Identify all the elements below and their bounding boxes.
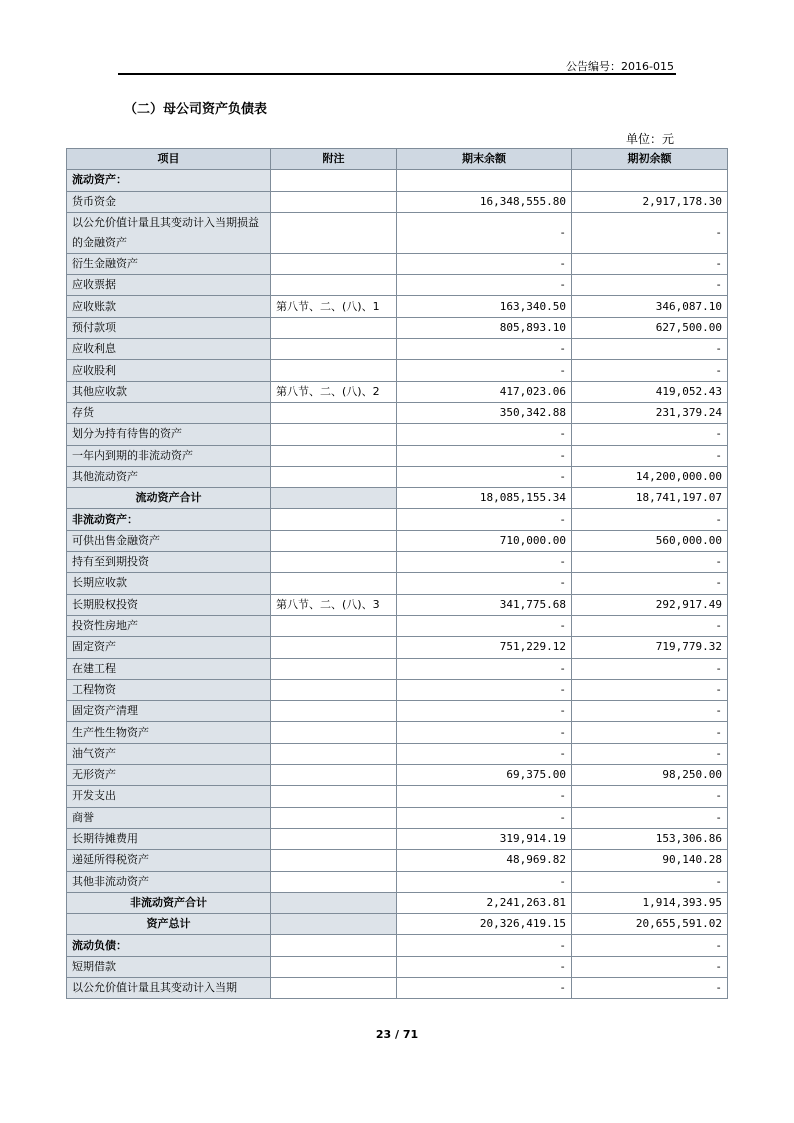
row-begin-balance: - xyxy=(572,722,728,743)
row-begin-balance: - xyxy=(572,807,728,828)
row-begin-balance: - xyxy=(572,658,728,679)
table-row xyxy=(67,488,728,509)
row-item-label: 商誉 xyxy=(67,807,271,828)
table-row xyxy=(67,935,728,956)
section-title: （二）母公司资产负债表 xyxy=(124,102,268,117)
table-row xyxy=(67,679,728,700)
row-note xyxy=(271,488,397,509)
row-item-label: 划分为持有待售的资产 xyxy=(67,424,271,445)
row-begin-balance: - xyxy=(572,743,728,764)
row-begin-balance: 153,306.86 xyxy=(572,828,728,849)
row-end-balance: - xyxy=(397,275,572,296)
row-note xyxy=(271,977,397,998)
row-end-balance: - xyxy=(397,701,572,722)
table-row xyxy=(67,170,728,191)
row-note xyxy=(271,637,397,658)
row-note xyxy=(271,424,397,445)
row-end-balance: - xyxy=(397,871,572,892)
row-end-balance: - xyxy=(397,360,572,381)
row-item-label: 投资性房地产 xyxy=(67,615,271,636)
row-begin-balance: 98,250.00 xyxy=(572,765,728,786)
row-begin-balance xyxy=(572,170,728,191)
table-body xyxy=(67,170,728,999)
page-number: 23 / 71 xyxy=(375,1028,419,1041)
row-item-label: 非流动资产合计 xyxy=(67,892,271,913)
row-item-label: 持有至到期投资 xyxy=(67,552,271,573)
row-end-balance: - xyxy=(397,445,572,466)
row-item-label: 应收股利 xyxy=(67,360,271,381)
row-begin-balance: - xyxy=(572,275,728,296)
table-row xyxy=(67,339,728,360)
row-begin-balance: - xyxy=(572,935,728,956)
table-row xyxy=(67,658,728,679)
table-row xyxy=(67,615,728,636)
row-end-balance: 20,326,419.15 xyxy=(397,914,572,935)
row-item-label: 非流动资产： xyxy=(67,509,271,530)
row-begin-balance: - xyxy=(572,977,728,998)
row-begin-balance: - xyxy=(572,253,728,274)
row-end-balance: - xyxy=(397,615,572,636)
table-row xyxy=(67,275,728,296)
row-item-label: 以公允价值计量且其变动计入当期 xyxy=(67,977,271,998)
row-note xyxy=(271,956,397,977)
row-note xyxy=(271,552,397,573)
row-begin-balance: - xyxy=(572,509,728,530)
row-note xyxy=(271,253,397,274)
row-end-balance: - xyxy=(397,679,572,700)
row-begin-balance: - xyxy=(572,573,728,594)
row-end-balance: 751,229.12 xyxy=(397,637,572,658)
table-row xyxy=(67,743,728,764)
table-row xyxy=(67,701,728,722)
row-note: 第八节、二、(八)、2 xyxy=(271,381,397,402)
row-item-label: 长期待摊费用 xyxy=(67,828,271,849)
row-item-label: 生产性生物资产 xyxy=(67,722,271,743)
table-row xyxy=(67,786,728,807)
row-item-label: 递延所得税资产 xyxy=(67,850,271,871)
row-end-balance: - xyxy=(397,253,572,274)
row-begin-balance: - xyxy=(572,956,728,977)
row-end-balance: - xyxy=(397,658,572,679)
row-begin-balance: 419,052.43 xyxy=(572,381,728,402)
row-note xyxy=(271,914,397,935)
row-item-label: 流动负债： xyxy=(67,935,271,956)
row-note xyxy=(271,679,397,700)
row-note xyxy=(271,658,397,679)
row-note xyxy=(271,850,397,871)
row-note xyxy=(271,573,397,594)
row-begin-balance: 719,779.32 xyxy=(572,637,728,658)
row-note xyxy=(271,615,397,636)
row-begin-balance: 20,655,591.02 xyxy=(572,914,728,935)
row-item-label: 应收利息 xyxy=(67,339,271,360)
row-item-label: 固定资产清理 xyxy=(67,701,271,722)
row-item-label: 长期应收款 xyxy=(67,573,271,594)
row-item-label: 在建工程 xyxy=(67,658,271,679)
row-note xyxy=(271,743,397,764)
row-note xyxy=(271,466,397,487)
column-header-end-balance: 期末余额 xyxy=(397,149,572,170)
row-begin-balance: - xyxy=(572,679,728,700)
row-begin-balance: - xyxy=(572,615,728,636)
table-row xyxy=(67,850,728,871)
table-row xyxy=(67,722,728,743)
row-item-label: 长期股权投资 xyxy=(67,594,271,615)
row-end-balance: 48,969.82 xyxy=(397,850,572,871)
row-begin-balance: 1,914,393.95 xyxy=(572,892,728,913)
row-note xyxy=(271,317,397,338)
row-begin-balance: 18,741,197.07 xyxy=(572,488,728,509)
row-note xyxy=(271,402,397,423)
row-begin-balance: 292,917.49 xyxy=(572,594,728,615)
table-row xyxy=(67,914,728,935)
table-row xyxy=(67,828,728,849)
row-end-balance: 69,375.00 xyxy=(397,765,572,786)
row-begin-balance: 627,500.00 xyxy=(572,317,728,338)
row-note xyxy=(271,871,397,892)
row-note: 第八节、二、(八)、3 xyxy=(271,594,397,615)
table-row xyxy=(67,594,728,615)
row-item-label: 无形资产 xyxy=(67,765,271,786)
row-end-balance: 417,023.06 xyxy=(397,381,572,402)
row-item-label: 货币资金 xyxy=(67,191,271,212)
row-begin-balance: - xyxy=(572,360,728,381)
row-end-balance: - xyxy=(397,552,572,573)
row-end-balance: 18,085,155.34 xyxy=(397,488,572,509)
row-note xyxy=(271,360,397,381)
row-note xyxy=(271,935,397,956)
column-header-item: 项目 xyxy=(67,149,271,170)
table-row xyxy=(67,552,728,573)
row-begin-balance: - xyxy=(572,552,728,573)
row-item-label: 以公允价值计量且其变动计入当期损益的金融资产 xyxy=(67,212,271,253)
row-note xyxy=(271,892,397,913)
row-begin-balance: - xyxy=(572,871,728,892)
row-item-label: 开发支出 xyxy=(67,786,271,807)
row-end-balance: - xyxy=(397,807,572,828)
table-row xyxy=(67,892,728,913)
row-note xyxy=(271,530,397,551)
row-begin-balance: - xyxy=(572,786,728,807)
row-begin-balance: - xyxy=(572,339,728,360)
table-row xyxy=(67,956,728,977)
row-begin-balance: 560,000.00 xyxy=(572,530,728,551)
table-row xyxy=(67,402,728,423)
row-note xyxy=(271,765,397,786)
table-row xyxy=(67,212,728,253)
row-end-balance: 2,241,263.81 xyxy=(397,892,572,913)
row-begin-balance: 346,087.10 xyxy=(572,296,728,317)
row-end-balance: - xyxy=(397,573,572,594)
table-row xyxy=(67,509,728,530)
table-row xyxy=(67,530,728,551)
row-note xyxy=(271,191,397,212)
row-begin-balance: 90,140.28 xyxy=(572,850,728,871)
row-item-label: 流动资产： xyxy=(67,170,271,191)
row-end-balance: - xyxy=(397,956,572,977)
row-item-label: 一年内到期的非流动资产 xyxy=(67,445,271,466)
table-row xyxy=(67,466,728,487)
row-note xyxy=(271,701,397,722)
table-row xyxy=(67,296,728,317)
row-end-balance: - xyxy=(397,212,572,253)
row-note xyxy=(271,445,397,466)
row-item-label: 预付款项 xyxy=(67,317,271,338)
row-item-label: 应收票据 xyxy=(67,275,271,296)
row-end-balance: - xyxy=(397,509,572,530)
table-row xyxy=(67,871,728,892)
row-note xyxy=(271,722,397,743)
row-end-balance: 341,775.68 xyxy=(397,594,572,615)
row-item-label: 短期借款 xyxy=(67,956,271,977)
row-end-balance: - xyxy=(397,786,572,807)
row-item-label: 油气资产 xyxy=(67,743,271,764)
table-row xyxy=(67,191,728,212)
row-item-label: 工程物资 xyxy=(67,679,271,700)
table-row xyxy=(67,807,728,828)
row-end-balance: 319,914.19 xyxy=(397,828,572,849)
table-row xyxy=(67,445,728,466)
row-begin-balance: - xyxy=(572,701,728,722)
announcement-number: 公告编号：2016-015 xyxy=(566,60,674,73)
table-row xyxy=(67,253,728,274)
row-begin-balance: - xyxy=(572,424,728,445)
row-end-balance: 163,340.50 xyxy=(397,296,572,317)
row-item-label: 资产总计 xyxy=(67,914,271,935)
row-end-balance: - xyxy=(397,743,572,764)
row-item-label: 衍生金融资产 xyxy=(67,253,271,274)
row-begin-balance: - xyxy=(572,212,728,253)
row-note xyxy=(271,275,397,296)
row-item-label: 存货 xyxy=(67,402,271,423)
row-end-balance: 16,348,555.80 xyxy=(397,191,572,212)
row-end-balance: - xyxy=(397,722,572,743)
row-end-balance: - xyxy=(397,977,572,998)
row-begin-balance: 2,917,178.30 xyxy=(572,191,728,212)
header-rule xyxy=(118,73,676,75)
row-end-balance: - xyxy=(397,935,572,956)
row-note xyxy=(271,339,397,360)
row-item-label: 可供出售金融资产 xyxy=(67,530,271,551)
table-row xyxy=(67,765,728,786)
row-end-balance: - xyxy=(397,424,572,445)
row-note xyxy=(271,807,397,828)
table-row xyxy=(67,381,728,402)
row-note xyxy=(271,786,397,807)
table-row xyxy=(67,977,728,998)
row-item-label: 流动资产合计 xyxy=(67,488,271,509)
row-begin-balance: 14,200,000.00 xyxy=(572,466,728,487)
row-note: 第八节、二、(八)、1 xyxy=(271,296,397,317)
row-item-label: 其他流动资产 xyxy=(67,466,271,487)
row-end-balance: - xyxy=(397,466,572,487)
unit-label: 单位：元 xyxy=(625,132,674,146)
row-note xyxy=(271,212,397,253)
row-item-label: 应收账款 xyxy=(67,296,271,317)
column-header-begin-balance: 期初余额 xyxy=(572,149,728,170)
table-row xyxy=(67,317,728,338)
row-item-label: 其他应收款 xyxy=(67,381,271,402)
row-begin-balance: 231,379.24 xyxy=(572,402,728,423)
row-end-balance: 710,000.00 xyxy=(397,530,572,551)
row-note xyxy=(271,170,397,191)
row-item-label: 其他非流动资产 xyxy=(67,871,271,892)
row-end-balance xyxy=(397,170,572,191)
row-begin-balance: - xyxy=(572,445,728,466)
row-end-balance: 350,342.88 xyxy=(397,402,572,423)
table-header-row xyxy=(67,149,728,170)
row-item-label: 固定资产 xyxy=(67,637,271,658)
row-note xyxy=(271,509,397,530)
column-header-note: 附注 xyxy=(271,149,397,170)
row-note xyxy=(271,828,397,849)
table-row xyxy=(67,360,728,381)
table-row xyxy=(67,424,728,445)
row-end-balance: - xyxy=(397,339,572,360)
table-row xyxy=(67,573,728,594)
balance-sheet-table xyxy=(66,148,728,999)
row-end-balance: 805,893.10 xyxy=(397,317,572,338)
table-row xyxy=(67,637,728,658)
